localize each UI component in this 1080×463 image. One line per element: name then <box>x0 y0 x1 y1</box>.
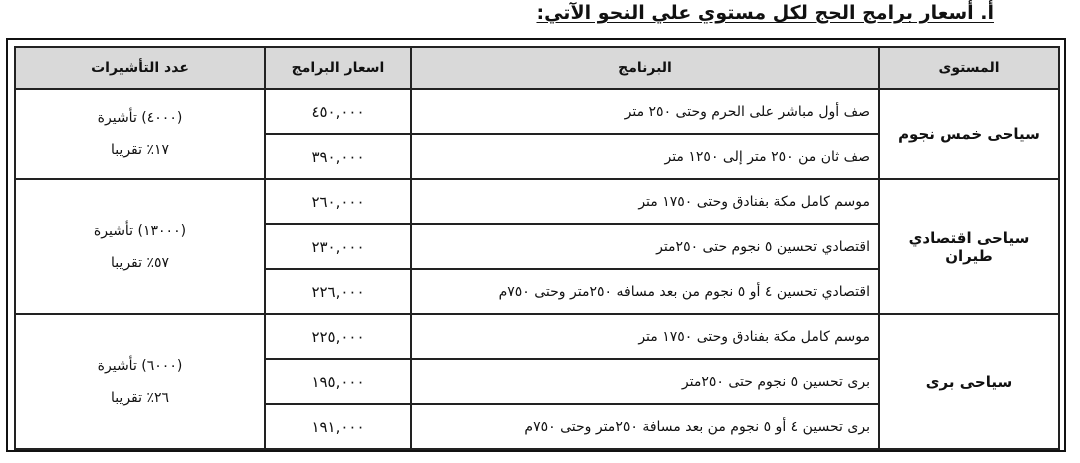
visas-count: (١٣٠٠٠) تأشيرة <box>93 222 187 239</box>
header-visas: عدد التأشيرات <box>15 47 265 89</box>
price-cell: ١٩١,٠٠٠ <box>265 404 411 449</box>
price-cell: ٤٥٠,٠٠٠ <box>265 89 411 134</box>
level-cell: سياحى خمس نجوم <box>879 89 1059 179</box>
level-cell: سياحى برى <box>879 314 1059 449</box>
header-program: البرنامج <box>411 47 879 89</box>
program-cell: موسم كامل مكة بفنادق وحتى ١٧٥٠ متر <box>411 314 879 359</box>
header-level: المستوى <box>879 47 1059 89</box>
level-cell: سياحى اقتصادي طيران <box>879 179 1059 314</box>
visas-share: ٢٦٪ تقريبا <box>110 389 170 406</box>
price-cell: ٢٦٠,٠٠٠ <box>265 179 411 224</box>
price-cell: ١٩٥,٠٠٠ <box>265 359 411 404</box>
visas-cell <box>15 89 265 179</box>
visas-cell <box>15 179 265 314</box>
program-cell: برى تحسين ٥ نجوم حتى ٢٥٠متر <box>411 359 879 404</box>
program-cell: موسم كامل مكة بفنادق وحتى ١٧٥٠ متر <box>411 179 879 224</box>
visas-share: ١٧٪ تقريبا <box>110 142 170 158</box>
visas-cell <box>15 314 265 449</box>
header-price: اسعار البرامج <box>265 47 411 89</box>
header-row <box>15 47 1059 89</box>
visas-count: (٤٠٠٠) تأشيرة <box>97 110 183 126</box>
program-cell: اقتصادي تحسين ٤ أو ٥ نجوم من بعد مسافه ٢٥٠متر وحتى ٧٥٠م <box>411 269 879 314</box>
visas-share: ٥٧٪ تقريبا <box>110 254 170 271</box>
page-title: أ. أسعار برامج الحج لكل مستوي علي النحو الآتي: <box>536 2 994 24</box>
program-cell: برى تحسين ٤ أو ٥ نجوم من بعد مسافة ٢٥٠متر وحتى ٧٥٠م <box>411 404 879 449</box>
price-cell: ٢٢٥,٠٠٠ <box>265 314 411 359</box>
visas-count: (٦٠٠٠) تأشيرة <box>97 357 183 374</box>
program-cell: اقتصادي تحسين ٥ نجوم حتى ٢٥٠متر <box>411 224 879 269</box>
program-cell: صف ثان من ٢٥٠ متر إلى ١٢٥٠ متر <box>411 134 879 179</box>
price-cell: ٢٢٦,٠٠٠ <box>265 269 411 314</box>
table-row <box>15 179 1059 224</box>
hajj-prices-table <box>14 46 1060 450</box>
program-cell: صف أول مباشر على الحرم وحتى ٢٥٠ متر <box>411 89 879 134</box>
table-row <box>15 314 1059 359</box>
price-cell: ٣٩٠,٠٠٠ <box>265 134 411 179</box>
price-cell: ٢٣٠,٠٠٠ <box>265 224 411 269</box>
table-row <box>15 89 1059 134</box>
